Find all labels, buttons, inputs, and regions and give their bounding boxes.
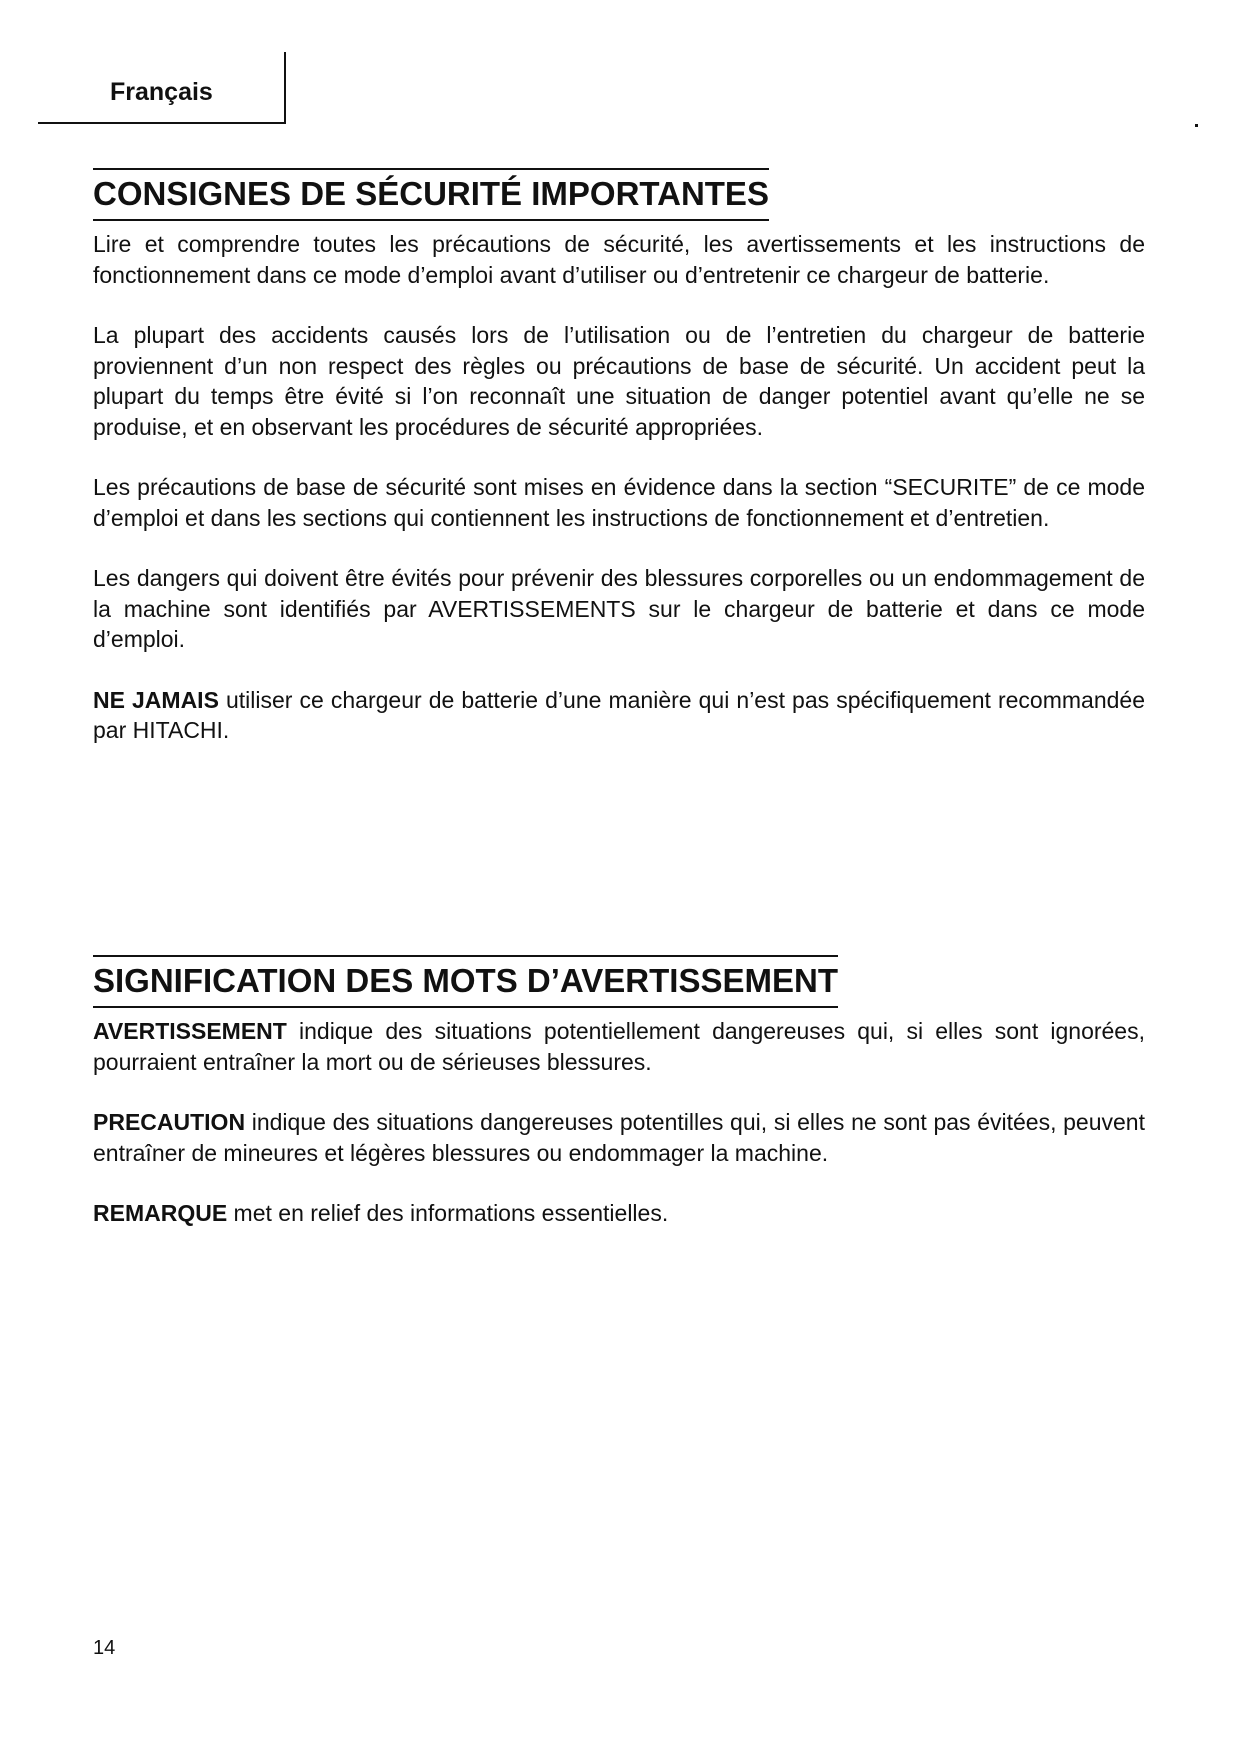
signal-words-section (93, 955, 1145, 1229)
language-label: Français (110, 78, 213, 106)
safety-paragraph-3: Les précautions de base de sécurité sont mises en évidence dans la section “SECURITE” de ce mode d’emploi et dans les sections qui contiennent les instructions de fonctionnement et d’entretien. (93, 474, 1145, 531)
never-paragraph (93, 685, 1145, 746)
never-text: utiliser ce chargeur de batterie d’une manière qui n’est pas spécifiquement recommandée par HITACHI. (93, 686, 1145, 743)
scan-speck (1195, 124, 1198, 127)
definition-caution (93, 1107, 1145, 1168)
definition-term: PRECAUTION (93, 1109, 246, 1135)
definition-text: indique des situations dangereuses potentilles qui, si elles ne sont pas évitées, peuvent entraîner de mineures et légères blessures ou endommager la machine. (93, 1109, 1145, 1166)
safety-instructions-title: CONSIGNES DE SÉCURITÉ IMPORTANTES (93, 168, 769, 221)
definition-text: met en relief des informations essentielles. (227, 1200, 669, 1226)
safety-paragraph-2: La plupart des accidents causés lors de l’utilisation ou de l’entretien du chargeur de batterie proviennent d’un non respect des règles ou précautions de base de sécurité. Un accident peut la plupart du temps être évité si l’on reconnaît une situation de danger potentiel avant qu’elle ne se produise, et en observant les procédures de sécurité appropriées. (93, 322, 1145, 440)
safety-paragraph-4: Les dangers qui doivent être évités pour prévenir des blessures corporelles ou un endommagement de la machine sont identifiés par AVERTISSEMENTS sur le chargeur de batterie et dans ce mode d’emploi. (93, 565, 1145, 652)
safety-instructions-section (93, 168, 1145, 746)
definition-warning (93, 1016, 1145, 1077)
never-label: NE JAMAIS (93, 686, 219, 713)
definition-text: indique des situations potentiellement dangereuses qui, si elles sont ignorées, pourraient entraîner la mort ou de sérieuses blessures. (93, 1018, 1145, 1075)
definition-term: AVERTISSEMENT (93, 1018, 287, 1044)
signal-words-title: SIGNIFICATION DES MOTS D’AVERTISSEMENT (93, 955, 838, 1008)
definition-note (93, 1198, 1145, 1229)
safety-paragraph-1: Lire et comprendre toutes les précautions de sécurité, les avertissements et les instructions de fonctionnement dans ce mode d’emploi avant d’utiliser ou d’entretenir ce chargeur de batterie. (93, 231, 1145, 288)
page-number: 14 (93, 1637, 116, 1659)
definition-term: REMARQUE (93, 1200, 228, 1226)
